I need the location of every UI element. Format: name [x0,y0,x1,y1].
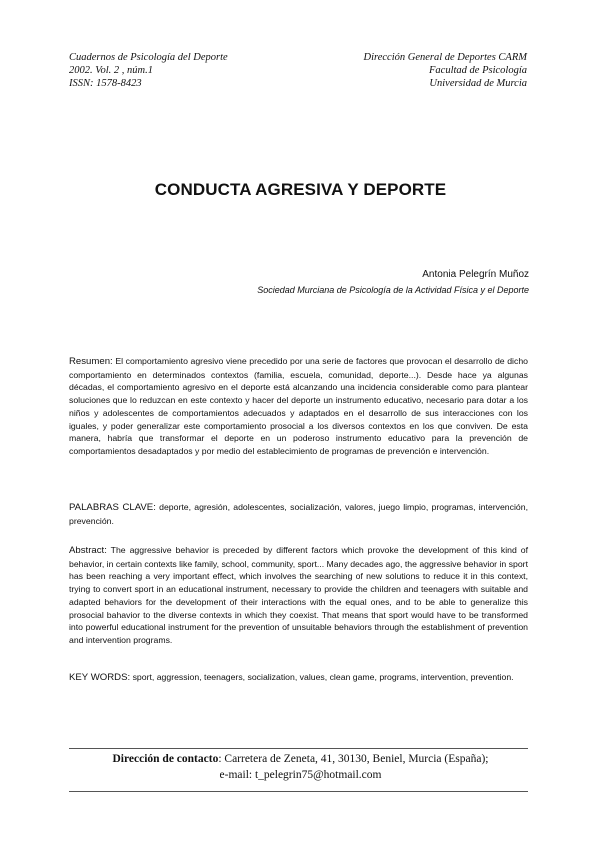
keywords-text: sport, aggression, teenagers, socialization, values, clean game, programs, intervention, prevention. [132,672,514,682]
contact-block [0,751,601,783]
palabras-clave-text: deporte, agresión, adolescentes, socialización, valores, juego limpio, programas, intervención, prevención. [69,502,528,526]
abstract-paragraph [69,544,528,647]
palabras-clave-paragraph [69,501,528,527]
abstract-label: Abstract: [69,545,107,556]
contact-top-divider [69,748,528,749]
publisher-line1: Dirección General de Deportes CARM [363,52,527,63]
journal-issn: ISSN: 1578-8423 [69,78,142,89]
abstract-text: The aggressive behavior is preceded by different factors which provoke the development of this kind of behavior, in certain contexts like family, school, community, sport... Many decades ago, the aggressive behavior in sport has been reaching a very important effect, which involves the searching of new solutions to reduce it in this context, trying to convert sport in an educational instrument, necessary to provide the children and teenagers with suitable and adapted behaviors for the development of their interactions with the equal ones, and to be able to generalize this prosocial bahavior to the diverse contexts in which they coexist. That means that sport would have to be transformed into powerful educational instrument for the prevention of unsuitable behaviors through the establishment of prevention and intervention programs. [69,545,528,645]
author-affiliation: Sociedad Murciana de Psicología de la Actividad Física y el Deporte [257,285,529,295]
resumen-text: El comportamiento agresivo viene precedido por una serie de factores que provocan el desarrollo de dicho comportamiento en determinados contextos (familia, escuela, comunidad, deporte...). Desde hace ya algunas décadas, el comportamiento agresivo en el deporte está alcanzando una incidencia considerable como para plantear soluciones que lo reduzcan en este contexto y hacer del deporte un instrumento educativo, necesario para dotar a los niños y adolescentes de comportamientos adecuados y adaptados en el desarrollo de sus interacciones con los iguales, y poder generalizar este comportamiento prosocial a los diversos contextos en los que conviven. De esta manera, habría que transformar el deporte en un poderoso instrumento educativo para la prevención de comportamientos desadaptados y por medio del establecimiento de programas de prevención e intervención. [69,356,528,456]
keywords-paragraph [69,671,528,685]
resumen-label: Resumen: [69,356,113,367]
contact-bottom-divider [69,791,528,792]
journal-name: Cuadernos de Psicología del Deporte [69,52,228,63]
resumen-paragraph [69,355,528,458]
publisher-line3: Universidad de Murcia [429,78,527,89]
contact-address-line [0,751,601,767]
journal-header-right [364,51,527,90]
paper-title: CONDUCTA AGRESIVA Y DEPORTE [154,180,447,199]
contact-address: : Carretera de Zeneta, 41, 30130, Beniel, Murcia (España); [218,753,489,765]
author-name: Antonia Pelegrín Muñoz [422,269,529,280]
journal-header-left [69,51,228,90]
contact-email: e-mail: t_pelegrin75@hotmail.com [219,769,382,781]
journal-volume: 2002. Vol. 2 , núm.1 [69,65,153,76]
palabras-clave-label: PALABRAS CLAVE: [69,502,156,513]
contact-label: Dirección de contacto [112,753,219,765]
keywords-label: KEY WORDS: [69,672,131,683]
publisher-line2: Facultad de Psicología [429,65,527,76]
